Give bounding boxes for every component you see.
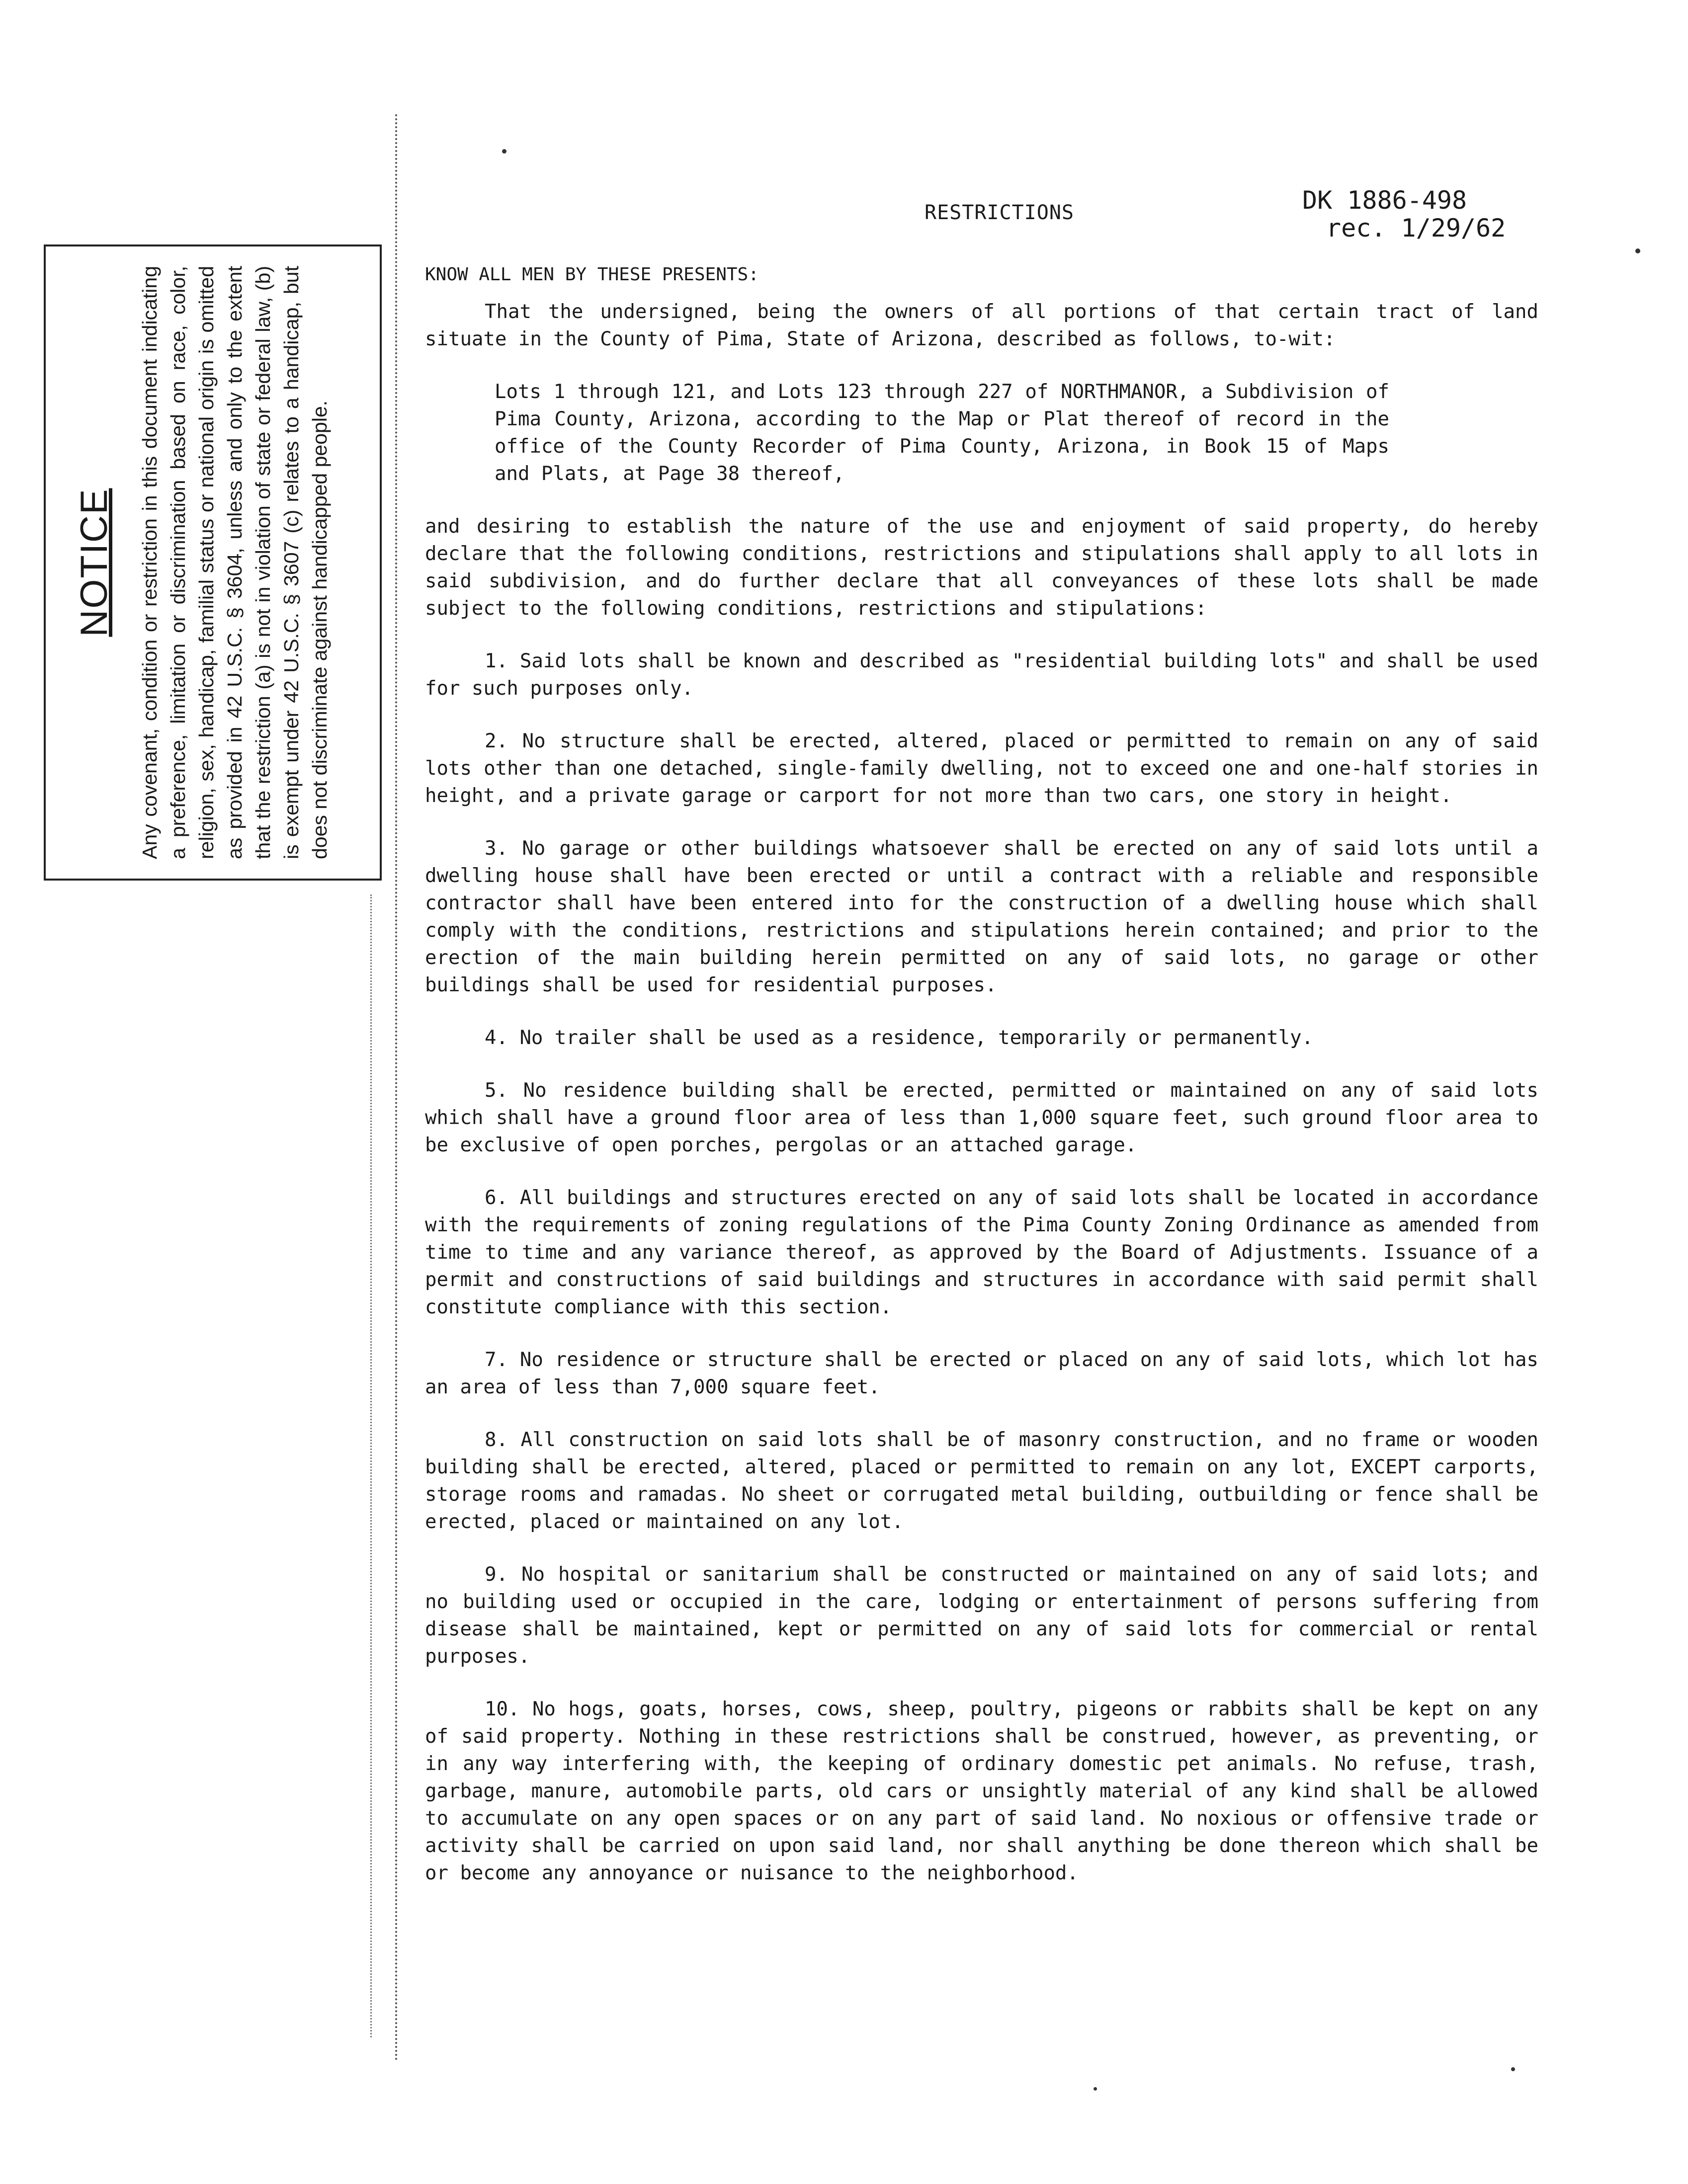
clause-9: 9. No hospital or sanitarium shall be constructed or maintained on any of said lots; and no building used or occupied in the care, lodging or entertainment of persons suffering from disease shall be maintained, kept or permitted on any of said lots for commercial or rental purposes. xyxy=(425,1563,1538,1668)
scan-speck xyxy=(1635,248,1640,253)
clause-2: 2. No structure shall be erected, altered, placed or permitted to remain on any of said lots other than one detached, single-family dwelling, not to exceed one and one-half stories in height, and a private garage or carport for not more than two cars, one story in height. xyxy=(425,730,1538,807)
docket-number: DK 1886-498 xyxy=(1302,186,1467,215)
left-margin-noise-2 xyxy=(370,894,372,2037)
clause-8: 8. All construction on said lots shall be of masonry construction, and no frame or wooden building shall be erected, altered, placed or permitted to remain on any lot, EXCEPT carports, storage rooms and ramadas. No sheet or corrugated metal building, outbuilding or fence shall be erected, placed or maintained on any lot. xyxy=(425,1429,1538,1533)
document-title: RESTRICTIONS xyxy=(925,201,1074,224)
intro-paragraph: That the undersigned, being the owners of all portions of that certain tract of land situate in the County of Pima, State of Arizona, described as follows, to-wit: xyxy=(425,301,1538,350)
notice-box xyxy=(44,244,382,881)
notice-text: Any covenant, condition or restriction in this document indicating a preference, limitation or discrimination based on race, color, religion, sex, handicap, familial status or national origin is omitted as provided in 42 U.S.C. § 3604, unless and only to the extent that the restriction (a) is not in violation of state or federal law, (b) is exempt under 42 U.S.C. § 3607 (c) relates to a handicap, but does not discriminate against handicapped people. xyxy=(138,266,331,859)
scan-speck xyxy=(1511,2067,1515,2071)
recorded-date: rec. 1/29/62 xyxy=(1326,214,1506,243)
opening-line: KNOW ALL MEN BY THESE PRESENTS: xyxy=(425,264,759,285)
recording-reference xyxy=(1302,186,1506,242)
clause-4: 4. No trailer shall be used as a residence, temporarily or permanently. xyxy=(485,1027,1314,1049)
clause-10: 10. No hogs, goats, horses, cows, sheep, poultry, pigeons or rabbits shall be kept on any of said property. Nothing in these restrictions shall be construed, however, as preventing, or in any way interfering with, the keeping of ordinary domestic pet animals. No refuse, trash, garbage, manure, automobile parts, old cars or unsightly material of any kind shall be allowed to accumulate on any open spaces or on any part of said land. No noxious or offensive trade or activity shall be carried on upon said land, nor shall anything be done thereon which shall be or become any annoyance or nuisance to the neighborhood. xyxy=(425,1698,1538,1884)
notice-heading: NOTICE xyxy=(73,488,115,637)
scan-speck xyxy=(1094,2087,1097,2091)
left-margin-noise xyxy=(395,114,397,2062)
clause-5: 5. No residence building shall be erected, permitted or maintained on any of said lots which shall have a ground floor area of less than 1,000 square feet, such ground floor area to be exclusive of open porches, pergolas or an attached garage. xyxy=(425,1079,1538,1156)
clause-1: 1. Said lots shall be known and described as "residential building lots" and shall be used for such purposes only. xyxy=(425,650,1538,700)
scan-speck xyxy=(502,149,506,154)
document-body xyxy=(425,298,1538,1912)
clause-6: 6. All buildings and structures erected on any of said lots shall be located in accordance with the requirements of zoning regulations of the Pima County Zoning Ordinance as amended from time to time and any variance thereof, as approved by the Board of Adjustments. Issuance of a permit and constructions of said buildings and structures in accordance with said permit shall constitute compliance with this section. xyxy=(425,1187,1538,1318)
clause-7: 7. No residence or structure shall be erected or placed on any of said lots, which lot has an area of less than 7,000 square feet. xyxy=(425,1349,1538,1398)
notice-rotated-content xyxy=(59,257,367,868)
legal-description: Lots 1 through 121, and Lots 123 through 227 of NORTHMANOR, a Subdivision of Pima County, Arizona, according to the Map or Plat thereof of record in the office of the County Recorder of Pima County, Arizona, in Book 15 of Maps and Plats, at Page 38 thereof, xyxy=(495,381,1389,485)
clause-3: 3. No garage or other buildings whatsoever shall be erected on any of said lots until a dwelling house shall have been erected or until a contract with a reliable and responsible contractor shall have been entered into for the construction of a dwelling house which shall comply with the conditions, restrictions and stipulations herein contained; and prior to the erection of the main building herein permitted on any of said lots, no garage or other buildings shall be used for residential purposes. xyxy=(425,837,1538,996)
declaration-paragraph: and desiring to establish the nature of the use and enjoyment of said property, do hereby declare that the following conditions, restrictions and stipulations shall apply to all lots in said subdivision, and do further declare that all conveyances of these lots shall be made subject to the following conditions, restrictions and stipulations: xyxy=(425,515,1538,620)
